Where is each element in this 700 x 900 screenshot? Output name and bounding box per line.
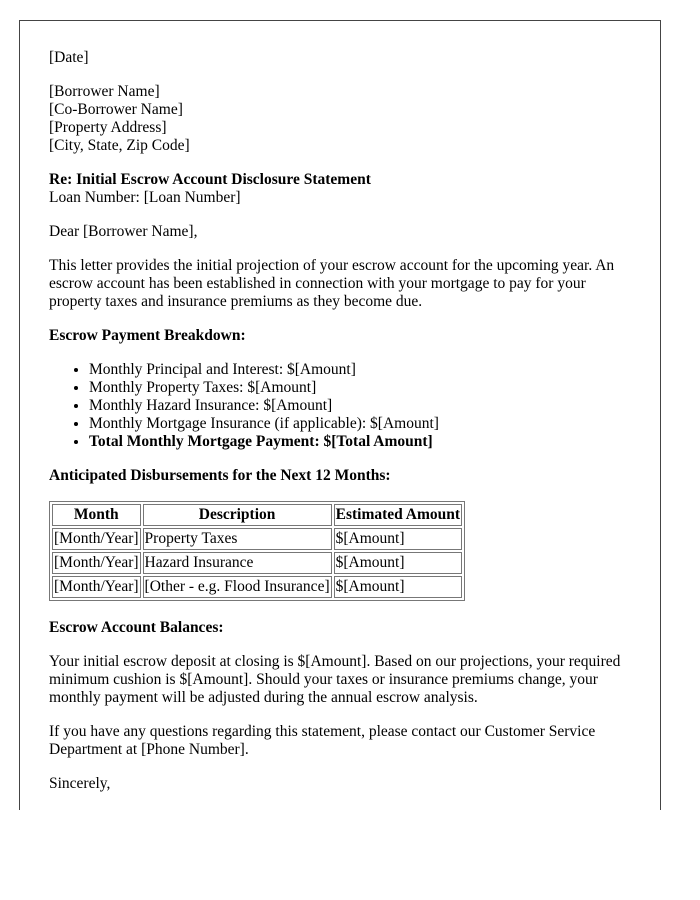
intro-paragraph: This letter provides the initial projection of your escrow account for the upcoming year. An escrow account has been established in connection with your mortgage to pay for your property taxes and insurance premiums as they become due.: [49, 257, 615, 310]
table-cell: [Month/Year]: [52, 552, 141, 574]
list-item: • Monthly Hazard Insurance: $[Amount]: [89, 397, 632, 415]
balances-heading: Escrow Account Balances:: [49, 619, 224, 636]
breakdown-heading: Escrow Payment Breakdown:: [49, 327, 246, 344]
table-cell: $[Amount]: [334, 576, 462, 598]
table-cell: [Month/Year]: [52, 528, 141, 550]
table-cell: Property Taxes: [143, 528, 332, 550]
borrower-name-line: [Borrower Name]: [49, 83, 160, 100]
co-borrower-name-line: [Co-Borrower Name]: [49, 101, 183, 118]
table-header-row: [52, 504, 462, 526]
salutation: Dear [Borrower Name],: [49, 223, 198, 240]
table-cell: [Other - e.g. Flood Insurance]: [143, 576, 332, 598]
total-payment-item: • Total Monthly Mortgage Payment: $[Total Amount]: [89, 433, 632, 451]
breakdown-list: [49, 361, 632, 451]
property-address-line: [Property Address]: [49, 119, 167, 136]
recipient-address-block: [49, 83, 632, 155]
column-header-description: Description: [143, 504, 332, 526]
loan-number-line: Loan Number: [Loan Number]: [49, 189, 241, 206]
subject-block: [49, 171, 632, 207]
table-cell: $[Amount]: [334, 528, 462, 550]
disbursements-table: [49, 501, 465, 601]
list-item: • Monthly Property Taxes: $[Amount]: [89, 379, 632, 397]
closing: Sincerely,: [49, 775, 111, 792]
subject-line: Re: Initial Escrow Account Disclosure Statement: [49, 171, 371, 188]
list-item: • Monthly Principal and Interest: $[Amount]: [89, 361, 632, 379]
city-state-zip-line: [City, State, Zip Code]: [49, 137, 190, 154]
table-cell: $[Amount]: [334, 552, 462, 574]
table-row: [52, 576, 462, 598]
table-cell: Hazard Insurance: [143, 552, 332, 574]
table-row: [52, 552, 462, 574]
table-row: [52, 528, 462, 550]
letter-date: [Date]: [49, 49, 89, 66]
column-header-month: Month: [52, 504, 141, 526]
disbursements-heading: Anticipated Disbursements for the Next 12 Months:: [49, 467, 391, 484]
balances-paragraph: Your initial escrow deposit at closing is $[Amount]. Based on our projections, your required minimum cushion is $[Amount]. Should your taxes or insurance premiums change, your monthly payment will be adjusted during the annual escrow analysis.: [49, 653, 621, 706]
column-header-estimated-amount: Estimated Amount: [334, 504, 462, 526]
contact-paragraph: If you have any questions regarding this statement, please contact our Customer Service Department at [Phone Number].: [49, 723, 596, 758]
table-cell: [Month/Year]: [52, 576, 141, 598]
letter-page: [19, 20, 661, 810]
list-item: • Monthly Mortgage Insurance (if applicable): $[Amount]: [89, 415, 632, 433]
